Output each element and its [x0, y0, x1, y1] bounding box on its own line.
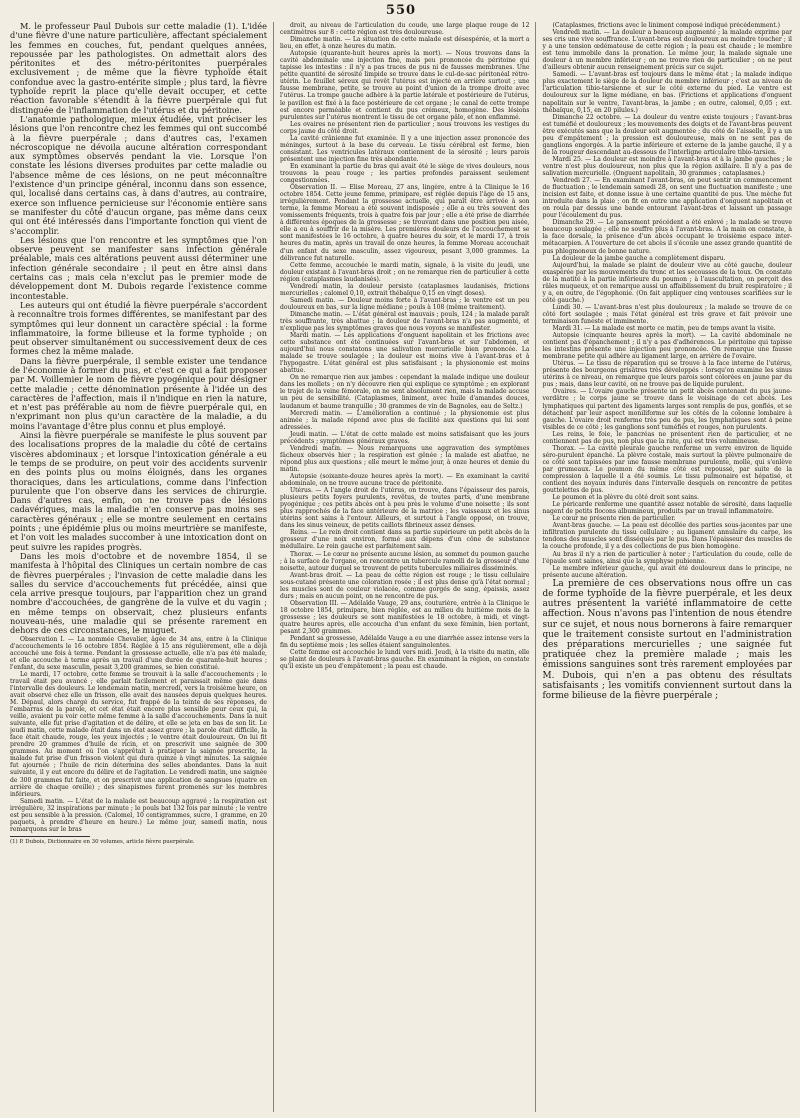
paragraph: Samedi matin. — L'état de la malade est beaucoup aggravé ; la respiration est irrégulière, 32 inspirations par minute ; le pouls bat 132 fois par minute ; le ventre est peu sensible à la pression. (Calomel, 10 centigrammes, sucre, 1 gramme, en 20 paquets, à prendre d'heure en heure.) Le même jour, samedi matin, nous remarquons sur le bras — [10, 797, 267, 833]
paragraph: Lundi 30. — L'avant-bras n'est plus douloureux ; la malade se trouve de ce côté fort soulagée ; mais l'état général est très grave et fait prévoir une terminaison funeste et imminente. — [542, 303, 792, 325]
paragraph: Vendredi matin. — La douleur a beaucoup augmenté ; la malade exprime par ses cris une vive souffrance. L'avant-bras est douloureux au moindre toucher ; il y a une tension œdémateuse de cette région ; la peau est chaude ; le membre est tenu immobile dans la pronation. Le même jour, la malade signale une douleur à un membre inférieur ; on ne trouve rien de particulier ; on ne peut d'ailleurs obtenir aucun renseignement précis sur ce sujet. — [542, 29, 792, 72]
column-3 — [535, 22, 792, 1112]
paragraph: Mardi matin. — Les applications d'onguent napolitain et les frictions avec cette substance ont été continuées sur l'avant-bras et sur l'abdomen, et aujourd'hui nous constatons une salivation mercurielle bien prononcée. La malade se trouve soulagée ; la douleur est moins vive à l'avant-bras et à l'hypogastre. L'état général est plus satisfaisant ; la physionomie est moins abattue. — [279, 332, 530, 375]
paragraph: Thorax. — Le cœur ne présente aucune lésion, au sommet du poumon gauche ; à la surface de l'organe, on rencontre un tubercule ramolli de la grosseur d'une noisette, autour duquel se trouvent de petits tubercules miliaires disséminés. — [279, 550, 530, 572]
paragraph: Mardi 31. — La malade est morte ce matin, peu de temps avant la visite. — [552, 325, 776, 333]
paragraph: Observation III. — Adélaïde Vauge, 29 ans, couturière, entrée à la Clinique le 18 octobre 1854, primipare, bien réglée, est au milieu du huitième mois de la grossesse ; les douleurs se sont manifestées le 18 octobre, à midi, et vingt-quatre heures après, elle accoucha d'un enfant du sexe féminin, bien portant, pesant 2,300 grammes. — [279, 599, 530, 636]
paragraph: Dimanche 22 octobre. — La douleur du ventre existe toujours ; l'avant-bras est tuméfié et douloureux ; les mouvements des doigts et de l'avant-bras peuvent être exécutés sans que la douleur soit augmentée ; du côté de l'aisselle, il y a un peu d'empâtement ; la pression est douloureuse, mais on ne sent pas de ganglions engorgés. A la partie inférieure et externe de la jambe gauche, il y a de la rougeur descendant au-dessous de l'interligne articulaire tibio-tarsien. — [542, 113, 792, 156]
paragraph: Thorax. — La cavité pleurale gauche renferme un verre environ de liquide séro-purulent épanché. La plèvre costale, mais surtout la plèvre pulmonaire de ce côté sont tapissées par une fausse membrane purulente, molle, qui s'enlève par grumeaux. Le poumon du même côté est repoussé, par suite de la compression à laquelle il a été soumis. Le tissu pulmonaire est hépatisé, et contient des noyaux indurés dans l'intervalle desquels on rencontre de petites gouttelettes de pus. — [542, 444, 792, 495]
paragraph: Pendant sa grossesse, Adélaïde Vauge a eu une diarrhée assez intense vers la fin du septième mois ; les selles étaient sanguinolentes. — [279, 635, 530, 650]
paragraph: Observation II. — Elise Moreau, 27 ans, lingère, entre à la Clinique le 16 octobre 1854. Cette jeune femme, primipare, est réglée depuis l'âge de 15 ans, irrégulièrement. Pendant la grossesse actuelle, qui paraît être arrivée à son terme, la femme Moreau a été souvent indisposée ; elle a eu très souvent des vomissements fréquents, trois à quatre fois par jour ; elle a été prise de diarrhée à différentes époques de la grossesse ; se trouvant dans une position peu aisée, elle a eu à souffrir de la misère. Les premières douleurs de l'accouchement se sont manifestées le 16 octobre, à quatre heures du soir, et le mardi 17, à trois heures du matin, après un travail de onze heures, la femme Moreau accouchait d'un enfant du sexe masculin, assez vigoureux, pesant 3,000 grammes. La délivrance fut naturelle. — [279, 184, 530, 262]
paragraph: En examinant la partie du bras qui avait été le siège de vives douleurs, nous trouvons la peau rouge ; les parties profondes paraissent seulement congestionnées. — [279, 162, 530, 185]
paragraph: On ne remarque rien aux jambes : cependant la malade indique une douleur dans les mollets ; on n'y découvre rien qui explique ce symptôme ; en explorant le trajet de la veine fémorale, on ne sent absolument rien, mais la malade accuse un peu de sensibilité. (Cataplasmes, liniment, avec huile d'amandes douces, laudanum et baume tranquille ; 30 grammes de vin de Bagnoles, eau de Seltz.) — [279, 374, 530, 410]
paragraph: Vendredi 27. — En examinant l'avant-bras, on peut sentir un commencement de fluctuation ; le lendemain samedi 28, on sent une fluctuation manifeste ; une incision est faite, et donne issue à une certaine quantité de pus. Une mèche fut introduite dans la plaie ; on fit en outre une application d'onguent napolitain et on roula par dessus une bande entourant l'avant-bras et laissant un passage pour l'écoulement du pus. — [542, 177, 792, 220]
paragraph: Le poumon et la plèvre du côté droit sont sains. — [552, 494, 700, 502]
paragraph: Cette femme est accouchée le lundi vers midi. Jeudi, à la visite du matin, elle se plaint de douleurs à l'avant-bras gauche. En examinant la région, on constate qu'il existe un peu d'empâtement ; la peau est chaude. — [279, 649, 530, 671]
paragraph: Avant-bras droit. — La peau de cette région est rouge ; le tissu cellulaire sous-cutané présente une coloration rosée ; il est plus dense qu'à l'état normal ; les muscles sont de couleur violacée, comme gorgés de sang, épaissis, assez durs ; mais en aucun point, on ne rencontre de pus. — [279, 571, 530, 600]
paragraph: L'anatomie pathologique, mieux étudiée, vint préciser les lésions que l'on rencontre chez les femmes qui ont succombé à la fièvre puerpérale ; dans d'autres cas, l'examen nécroscopique ne dévoila aucune altération correspondant aux symptômes observés pendant la vie. Lorsque l'on constate les lésions diverses produites par cette maladie ou l'absence même de ces lésions, on ne peut méconnaître l'existence d'un principe général, inconnu dans son essence, qui, localisé dans certains cas, à dans d'autres, au contraire, exerce son influence pernicieuse sur l'économie entière sans se manifester du côté d'aucun organe, pas même dans ceux qui ont été intéressés dans l'importante fonction qui vient de s'accomplir. — [10, 113, 267, 236]
paragraph: Reins. — Le rein droit contient dans sa partie supérieure un petit abcès de la grosseur d'une noix environ, formé aux dépens d'un cône de substance médullaire. Le rein gauche est parfaitement sain. — [279, 529, 530, 551]
paragraph: Mercredi matin. — L'amélioration a continué ; la physionomie est plus animée ; la malade répond avec plus de facilité aux questions qui lui sont adressées. — [279, 409, 530, 431]
paragraph: Les lésions que l'on rencontre et les symptômes que l'on observe peuvent se manifester sans infection générale préalable, mais ces altérations peuvent aussi déterminer une infection générale secondaire ; il peut en être ainsi dans certains cas ; mais cela n'exclut pas le premier mode de développement dont M. Dubois regarde l'existence comme incontestable. — [10, 234, 267, 301]
paragraph: Dimanche matin. — L'état général est mauvais ; pouls, 124 ; la malade paraît très souffrante, très abattue ; la douleur de l'avant-bras n'a pas augmenté, et n'explique pas les symptômes graves que nous voyons se manifester. — [279, 310, 530, 333]
paragraph: Au bras il n'y a rien de particulier à noter ; l'articulation du coude, celle de l'épaule sont saines, ainsi que la symphyse pubienne. — [542, 550, 792, 565]
paragraph: Autopsie (soixante-douze heures après la mort). — En examinant la cavité abdominale, on ne trouve aucune trace de péritonite. — [279, 473, 530, 488]
paragraph: M. le professeur Paul Dubois sur cette maladie (1). L'idée d'une fièvre d'une nature particulière, affectant spécialement les femmes en couches, fut, pendant quelques années, repoussée par les pathologistes. On admettait alors des péritonites et des métro-péritonites puerpérales exclusivement ; de même que la fièvre typhoïde était confondue avec la gastro-entérite simple ; plus tard, la fièvre typhoïde reprit la place qu'elle devait occuper, et cette réaction favorable s'étendit à la fièvre puerpérale qui fut distinguée de l'inflammation de l'utérus et du péritoine. — [10, 22, 267, 115]
paragraph: Avant-bras gauche. — La peau est décollée des parties sous-jacentes par une infiltration purulente du tissu cellulaire ; au ligament annulaire du carpe, les tendons des muscles sont disséqués par le pus. Dans l'épaisseur des muscles de la couche profonde, il y a des collections de pus bien homogène. — [542, 522, 792, 551]
paragraph: Aujourd'hui, la malade se plaint de douleur vive au côté gauche, douleur exaspérée par les mouvements du tronc et les secousses de la toux. On constate de la matité à la partie inférieure du poumon ; à l'auscultation, on perçoit des râles muqueux, et on remarque aussi un affaiblissement du bruit respiratoire ; il y a, en outre, de l'égophonie. (On fait appliquer cinq ventouses scarifiées sur le côté gauche.) — [542, 261, 792, 304]
paragraph: La douleur de la jambe gauche a complètement disparu. — [552, 254, 726, 262]
paragraph: Le membre inférieur gauche, qui avait été douloureux dans le principe, ne présente aucune altération. — [542, 564, 792, 579]
paragraph: La première de ces observations nous offre un cas de forme typhoïde de la fièvre puerpérale, et les deux autres présentent la variété inflammatoire de cette affection. Nous n'avons pas l'intention de nous étendre sur ce sujet, et nous nous bornerons à faire remarquer que le traitement consiste surtout en l'administration des préparations mercurielles ; une saignée fut pratiquée chez la première malade ; mais les émissions sanguines sont très rarement employées par M. Dubois, qui n'en a pas obtenu des résultats satisfaisants ; les vomitifs conviennent surtout dans la forme bilieuse de la fièvre puerpérale ; — [542, 578, 792, 701]
paragraph: Autopsie (quarante-huit heures après la mort). — Nous trouvons dans la cavité abdominale une injection fine, mais peu prononcée du péritoine qui tapisse les intestins : il n'y a pas traces de pus ni de fausses membranes. Une petite quantité de sérosité limpide se trouve dans le cul-de-sac péritonéal rétro-utérin. Le feuillet séreux qui revêt l'utérus est injecté en arrière surtout ; une fausse membrane, petite, se trouve au point d'union de la trompe droite avec l'utérus. La trompe gauche adhère à la partie latérale et postérieure de l'utérus, le pavillon est fixé à la face postérieure de cet organe ; le canal de cette trompe est encore perméable et contient du pus crémeux, homogène. Des lésions purulentes sur l'utérus montrent le tissu de cet organe pâle, et non enflammé. — [279, 50, 530, 121]
page-number: 550 — [385, 3, 417, 18]
paragraph: Ovaires. — L'ovaire gauche présente un petit abcès contenant du pus jaune-verdâtre ; le corps jaune se trouve dans le voisinage de cet abcès. Les lymphatiques qui partent des ligaments larges sont remplis de pus, gonflés, et se détachent par leur aspect moniliforme sur les côtés de la colonne lombaire à gauche. L'ovaire droit renferme très peu de pus, les lymphatiques sont à peine visibles de ce côté ; les ganglions sont tuméfiés et rouges, non purulents. — [542, 388, 792, 431]
paragraph: Dimanche matin. — La situation de cette malade est désespérée, et la mort a lieu, en effet, à onze heures du matin. — [279, 36, 530, 51]
paragraph: Les auteurs qui ont étudié la fièvre puerpérale s'accordent à reconnaître trois formes différentes, se manifestant par des symptômes qui leur donnent un caractère spécial : la forme inflammatoire, la forme bilieuse et la forme typhoïde ; on peut observer simultanément ou successivement deux de ces formes chez la même malade. — [10, 299, 267, 357]
paragraph: droit, au niveau de l'articulation du coude, une large plaque rouge de 12 centimètres sur 8 : cette région est très douloureuse. — [279, 22, 530, 37]
paragraph: Le péricarde renferme une quantité assez notable de sérosité, dans laquelle nagent de petits flocons albumineux, produits par un travail inflammatoire. — [542, 501, 792, 516]
paragraph: Autopsie (cinquante heures après la mort). — La cavité abdominale ne contient pas d'épanchement ; il n'y a pas d'adhérences. Le péritoine qui tapisse les intestins présente une injection peu prononcée. On remarque une fausse membrane petite qui adhère au ligament large, en arrière de l'ovaire. — [542, 332, 792, 361]
paragraph: Dans la fièvre puerpérale, il semble exister une tendance de l'économie à former du pus, et c'est ce qui a fait proposer par M. Voillemier le nom de fièvre pyogénique pour désigner cette maladie ; cette dénomination présente à l'idée un des caractères de l'affection, mais il n'indique en rien la nature, et n'est pas préférable au nom de fièvre puerpérale qui, en n'exprimant non plus qu'un caractère de la maladie, a du moins l'avantage d'être plus connu et plus employé. — [10, 355, 267, 431]
footnote: (1) P. Dubois, Dictionnaire en 30 volumes, article fièvre puerpérale. — [10, 838, 195, 845]
paragraph: Samedi. — L'avant-bras est toujours dans le même état ; la malade indique plus exactement le siège de la douleur du membre inférieur ; c'est au niveau de l'articulation tibio-tarsienne et sur le côté externe du pied. Le ventre est douloureux sur la ligne médiane, en bas. (Frictions et applications d'onguent napolitain sur le ventre, l'avant-bras, la jambe ; en outre, calomel, 0,05 ; ext. thébaïque, 0,15, en 20 pilules.) — [542, 71, 792, 114]
text-columns — [10, 22, 792, 1112]
paragraph: Le cœur ne présente rien de particulier. — [552, 515, 676, 523]
column-1 — [10, 22, 267, 1112]
paragraph: Les ovaires ne présentent rien de particulier ; nous trouvons les vestiges du corps jaune du côté droit. — [279, 120, 530, 135]
paragraph: Observation I. — La nommée Chevalier, âgée de 34 ans, entre à la Clinique d'accouchements le 16 octobre 1854. Réglée à 15 ans régulièrement, elle a déjà accouché une fois à terme. Pendant la grossesse actuelle, elle n'a pas été malade, et elle accouche à terme après un travail d'une durée de quarante-huit heures ; l'enfant, du sexe masculin, pesait 3,200 grammes, se bien constitué. — [10, 635, 267, 671]
footnote-rule — [10, 836, 90, 837]
paragraph: Dimanche 29. — Le pansement précédent a été enlevé ; la malade se trouve beaucoup soulagée ; elle ne souffre plus à l'avant-bras. A la main on constate, à la face dorsale, la présence d'un abcès occupant le troisième espace inter-métacarpien. A l'ouverture de cet abcès il s'écoule une assez grande quantité de pus phlegmoneux de bonne nature. — [542, 219, 792, 255]
paragraph: Utérus. — Le tissu de réparation qui se trouve à la face interne de l'utérus, présente des bourgeons grisâtres très développés : lorsqu'on examine les sinus utérins à ce niveau, on remarque que leurs parois sont colorées en jaune par du pus ; mais, dans leur cavité, on ne trouve pas de liquide purulent. — [542, 360, 792, 389]
paragraph: La cavité crânienne fut examinée. Il y a une injection assez prononcée des méninges, surtout à la base du cerveau. Le tissu cérébral est ferme, bien consistant. Les ventricules latéraux contiennent de la sérosité ; leurs parois présentent une injection fine très abondante. — [279, 134, 530, 163]
paragraph: Ainsi la fièvre puerpérale se manifeste le plus souvent par des localisations propres de la maladie du côté de certains viscères abdominaux ; et lorsque l'intoxication générale a eu le temps de se produire, on peut voir des accidents survenir en des points plus ou moins éloignés, dans les organes thoraciques, dans les articulations, comme dans l'infection purulente que l'on observe dans les services de chirurgie. Dans d'autres cas, enfin, on ne trouve pas de lésions cadavériques, mais la maladie n'en conserve pas moins ses caractères généraux ; elle se montre seulement en certains points ; une épidémie plus ou moins meurtrière se manifeste, et l'on voit les malades succomber à une intoxication dont on peut suivre les rapides progrès. — [10, 430, 267, 552]
paragraph: Jeudi matin. — L'état de cette malade est moins satisfaisant que les jours précédents ; symptômes généraux graves. — [279, 430, 530, 445]
paragraph: Samedi matin. — Douleur moins forte à l'avant-bras ; le ventre est un peu douloureux en bas, sur la ligne médiane ; pouls à 108 (même traitement). — [279, 296, 530, 311]
paragraph: Cette femme, accouchée le mardi matin, signale, à la visite du jeudi, une douleur existant à l'avant-bras droit ; on ne remarque rien de particulier à cette région (cataplasmes laudanisés). — [279, 261, 530, 283]
paragraph: Vendredi matin, la douleur persiste (cataplasmes laudanisés, frictions mercurielles ; calomel 0,10, extrait thébaïque 0,15 en vingt doses). — [279, 282, 530, 297]
paragraph: Dans les mois d'octobre et de novembre 1854, il se manifesta à l'hôpital des Cliniques un certain nombre de cas de fièvres puerpérales ; l'invasion de cette maladie dans les salles du service d'accouchements fut précédée, ainsi que cela arrive presque toujours, par l'apparition chez un grand nombre d'accouchées, de gangrène de la vulve et du vagin ; en même temps on observait, chez plusieurs enfants nouveau-nés, une maladie qui se présente rarement en dehors de ces circonstances, le muguet. — [10, 550, 267, 636]
paragraph: Vendredi matin. — Nous remarquons une aggravation des symptômes fâcheux observés hier ; la respiration est gênée ; la malade est abattue, ne répond plus aux questions ; elle meurt le même jour, à onze heures et demie du matin. — [279, 444, 530, 473]
paragraph: Le mardi, 17 octobre, cette femme se trouvait à la salle d'accouchements ; le travail était peu avancé ; elle parlait facilement et paraissait même gaie dans l'intervalle des douleurs. Le lendemain matin, mercredi, vers la troisième heure, on avait observé chez elle un frisson, elle avait des nausées depuis quelques heures. M. Dépaul, alors chargé du service, fut frappé de la teinte de ses réponses, de l'embarras de la parole, et cet état était encore plus sensible pour ceux qui, la veille, avaient pu voir cette même femme à la salle d'accouchements. Dans la nuit suivante, elle fut prise d'agitation et de délire, et elle se jeta en bas de son lit. Le jeudi matin, cette malade était dans un état assez grave ; la parole était difficile, la face était chaude, rouge, les yeux injectés ; le ventre était douloureux. On lui fit prendre 20 grammes d'huile de ricin, et on prescrivit une saignée de 300 grammes. Au moment où l'on s'apprêtait à pratiquer la saignée prescrite, la malade fut prise d'un frisson violent qui dura quinze à vingt minutes. La saignée fut ajournée ; l'huile de ricin détermina des selles abondantes. Dans la nuit suivante, il y eut encore du délire et de l'agitation. Le vendredi matin, une saignée de 300 grammes fut faite, et on prescrivit une application de sangsues (quatre en arrière de chaque oreille) ; des sinapismes furent promenés sur les membres inférieurs. — [10, 670, 267, 798]
paragraph: Utérus. — A l'angle droit de l'utérus, on trouve, dans l'épaisseur des parois, plusieurs petits foyers purulents, revêtus, de toutes parts, d'une membrane pyogénique ; ces petits abcès ont à peu près le volume d'une noisette ; ils sont plus rapprochés de la face antérieure de la matrice ; les vaisseaux et les sinus utérins sont sains à l'entour. Ailleurs, et surtout à l'angle opposé, on trouve, dans les sinus veineux, de petits caillots fibrineux assez denses. — [279, 487, 530, 530]
column-2 — [273, 22, 530, 1112]
paragraph: Mardi 25. — La douleur est moindre à l'avant-bras et à la jambe gauches ; le ventre n'est plus douloureux, non plus que la région axillaire. Il n'y a pas de salivation mercurielle. (Onguent napolitain, 30 grammes ; cataplasmes.) — [542, 155, 792, 177]
paragraph: (Cataplasmes, frictions avec le liniment composé indiqué précédemment.) — [552, 22, 781, 29]
paragraph: Les reins, le foie, le pancréas ne présentent rien de particulier, et ne contiennent pas de pus, non plus que la rate, qui est très volumineuse. — [542, 430, 792, 445]
